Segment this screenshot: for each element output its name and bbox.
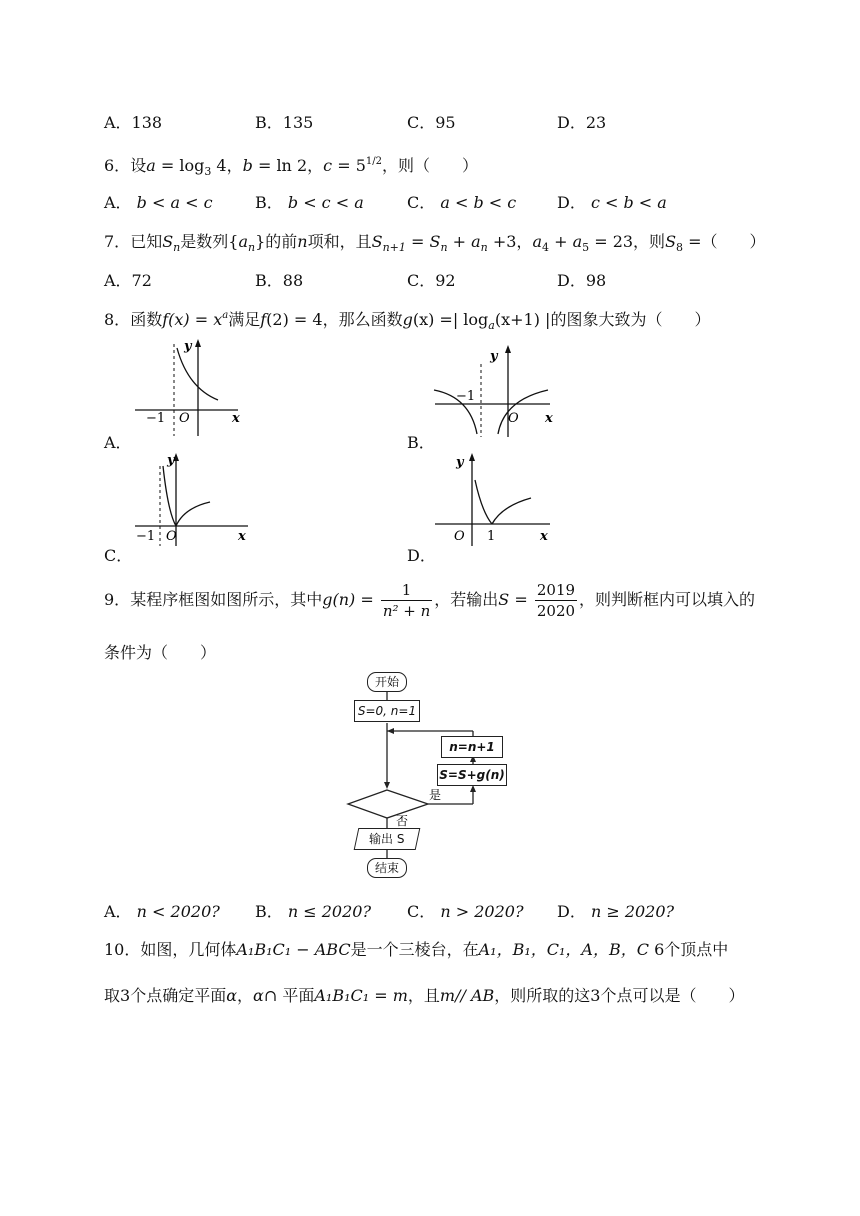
q7-option-a: A．72 xyxy=(104,271,152,290)
flow-output: 输出 S xyxy=(354,828,421,850)
flow-start: 开始 xyxy=(367,672,407,692)
origin-label: O xyxy=(179,411,190,426)
svg-text:y: y xyxy=(490,349,498,364)
q7-option-b: B．88 xyxy=(255,271,304,290)
q8-graph-d xyxy=(430,450,560,550)
question-9-line2: 条件为（ ） xyxy=(104,643,217,662)
flow-yes-label: 是 xyxy=(429,788,442,802)
q6-option-a: A． b < a < c xyxy=(104,193,213,212)
svg-text:y: y xyxy=(456,455,464,470)
q9-option-b: B． n ≤ 2020? xyxy=(255,902,372,921)
q5-option-d: D．23 xyxy=(557,113,607,132)
question-10-line1: 10．如图，几何体A₁B₁C₁ − ABC是一个三棱台，在A₁，B₁，C₁，A，B，C 6个顶点中 xyxy=(104,940,729,959)
q8-graph-c xyxy=(130,450,260,550)
flow-accumulate: S=S+g(n) xyxy=(437,764,507,786)
q7-option-d: D．98 xyxy=(557,271,607,290)
q5-option-b: B．135 xyxy=(255,113,314,132)
svg-text:−1: −1 xyxy=(456,389,476,404)
svg-text:x: x xyxy=(545,411,553,426)
neg-one-label: −1 xyxy=(146,411,166,426)
question-10-line2: 取3个点确定平面α，α∩ 平面A₁B₁C₁ = m，且m// AB，则所取的这3个点可以是（ ） xyxy=(104,986,745,1005)
flow-increment: n=n+1 xyxy=(441,736,503,758)
q6-option-c: C． a < b < c xyxy=(407,193,517,212)
q8-graph-a xyxy=(130,336,260,446)
svg-text:x: x xyxy=(540,529,548,544)
q8-graph-b xyxy=(430,342,560,442)
question-6: 6．设$a = \log_3 4$，b = ln 2，$c = 5^{1/2}$，则（ ） xyxy=(104,156,479,178)
svg-text:−1: −1 xyxy=(136,529,156,544)
question-7: 7．已知$S_n$是数列$\{a_n\}$的前n项和，且$S_{n+1} = S_n + a_n +3$，$a_4 + a_5 = 23$，则$S_8$ =（ ） xyxy=(104,232,766,254)
q8-graph-d-label: D． xyxy=(407,546,436,565)
svg-text:O: O xyxy=(166,529,177,544)
axis-y-label: y xyxy=(184,339,192,354)
svg-text:y: y xyxy=(167,453,175,468)
svg-text:O: O xyxy=(454,529,465,544)
question-8: 8．函数$f(x) = x^a$满足f(2) = 4，那么函数g(x) =| $\log_a(x+1)$ |的图象大致为（ ） xyxy=(104,310,711,332)
q9-option-d: D． n ≥ 2020? xyxy=(557,902,675,921)
q8-graph-b-label: B． xyxy=(407,433,435,452)
flow-end: 结束 xyxy=(367,858,407,878)
q9-option-a: A． n < 2020? xyxy=(104,902,220,921)
q6-option-b: B． b < c < a xyxy=(255,193,364,212)
q8-graph-a-label: A． xyxy=(104,433,132,452)
question-9: 9．某程序框图如图所示，其中g(n) = $\frac{1}{\text{n² + n}}$ ，若输出S = $\frac{2019}{2020}$ ，则判断框内可以填入的 xyxy=(104,581,756,620)
q9-option-c: C． n > 2020? xyxy=(407,902,524,921)
svg-text:x: x xyxy=(238,529,246,544)
axis-x-label: x xyxy=(232,411,240,426)
q6-option-d: D． c < b < a xyxy=(557,193,667,212)
flow-init: S=0, n=1 xyxy=(354,700,420,722)
q5-option-c: C．95 xyxy=(407,113,456,132)
svg-text:1: 1 xyxy=(487,529,496,544)
q7-option-c: C．92 xyxy=(407,271,456,290)
q5-option-a: A．138 xyxy=(104,113,163,132)
svg-text:O: O xyxy=(508,411,519,426)
flow-no-label: 否 xyxy=(396,814,409,828)
q8-graph-c-label: C． xyxy=(104,546,133,565)
